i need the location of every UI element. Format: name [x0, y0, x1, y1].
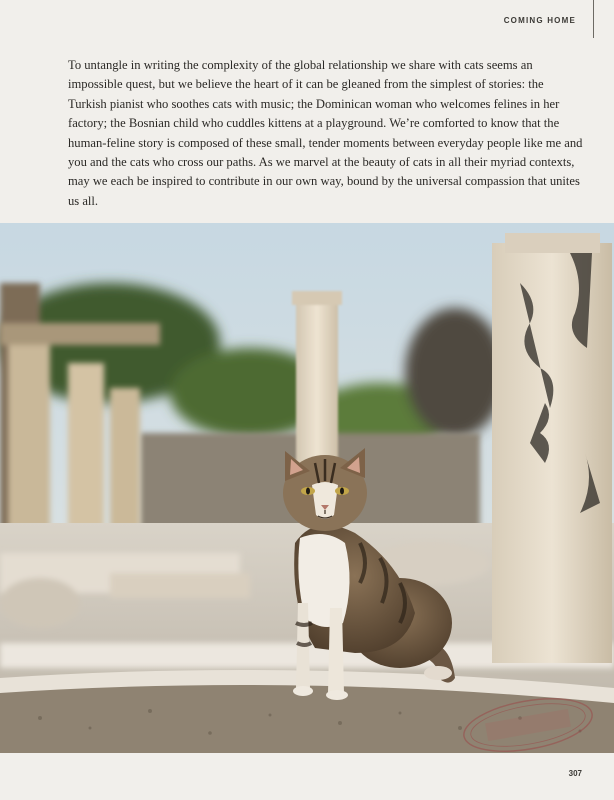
- bookstore-watermark: [458, 690, 598, 760]
- page-number: 307: [568, 769, 582, 778]
- header-rule: [593, 0, 594, 38]
- cat-ruins-photo: [0, 223, 614, 753]
- body-paragraph: To untangle in writing the complexity of the global relationship we share with cats seems an impossible quest, but we believe the heart of it can be gleaned from the simplest of stories: the Turkish pianist who soothes cats with music; the Dominican woman who welcomes felines in her factory; the Bosnian child who cuddles kittens at a playground. We’re comforted to know that the human-feline story is composed of these small, tender moments between everyday people like me and you and the cats who cross our paths. As we marvel at the beauty of cats in all their myriad contexts, may we each be inspired to contribute in our own way, bound by the universal compassion that unites us all.: [68, 58, 583, 208]
- running-head: COMING HOME: [503, 16, 576, 25]
